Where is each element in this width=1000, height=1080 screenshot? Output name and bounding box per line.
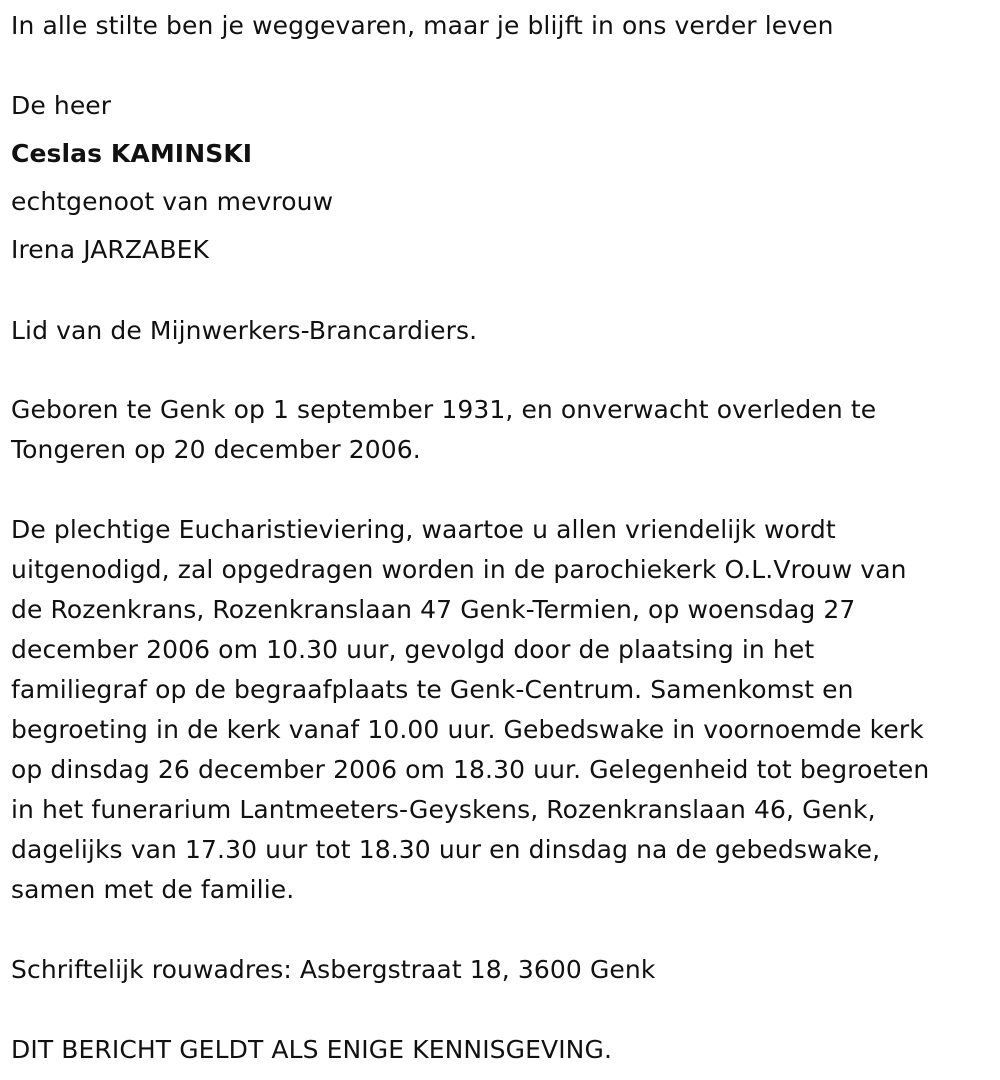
spouse-name: Irena JARZABEK xyxy=(11,235,209,264)
paragraph-line: dagelijks van 17.30 uur tot 18.30 uur en dinsdag na de gebedswake, xyxy=(11,835,881,864)
spouse-label: echtgenoot van mevrouw xyxy=(11,187,334,216)
paragraph-line: de Rozenkrans, Rozenkranslaan 47 Genk-Termien, op woensdag 27 xyxy=(11,595,856,624)
ceremony-paragraph xyxy=(11,510,929,910)
motto-text: In alle stilte ben je weggevaren, maar je blijft in ons verder leven xyxy=(11,11,834,40)
paragraph-line: uitgenodigd, zal opgedragen worden in de parochiekerk O.L.Vrouw van xyxy=(11,555,907,584)
paragraph-line: Geboren te Genk op 1 september 1931, en onverwacht overleden te xyxy=(11,395,877,424)
salutation-text: De heer xyxy=(11,91,112,120)
paragraph-line: december 2006 om 10.30 uur, gevolgd door de plaatsing in het xyxy=(11,635,815,664)
paragraph-line: Tongeren op 20 december 2006. xyxy=(11,435,421,464)
mourning-address: Schriftelijk rouwadres: Asbergstraat 18, 3600 Genk xyxy=(11,955,656,984)
closing-statement: DIT BERICHT GELDT ALS ENIGE KENNISGEVING. xyxy=(11,1035,612,1064)
paragraph-line: op dinsdag 26 december 2006 om 18.30 uur. Gelegenheid tot begroeten xyxy=(11,755,930,784)
paragraph-line: samen met de familie. xyxy=(11,875,295,904)
birth-death-paragraph xyxy=(11,390,876,470)
membership-text: Lid van de Mijnwerkers-Brancardiers. xyxy=(11,316,478,345)
paragraph-line: in het funerarium Lantmeeters-Geyskens, Rozenkranslaan 46, Genk, xyxy=(11,795,876,824)
deceased-name: Ceslas KAMINSKI xyxy=(11,139,253,168)
paragraph-line: De plechtige Eucharistieviering, waartoe u allen vriendelijk wordt xyxy=(11,515,836,544)
paragraph-line: familiegraf op de begraafplaats te Genk-Centrum. Samenkomst en xyxy=(11,675,854,704)
paragraph-line: begroeting in de kerk vanaf 10.00 uur. Gebedswake in voornoemde kerk xyxy=(11,715,924,744)
